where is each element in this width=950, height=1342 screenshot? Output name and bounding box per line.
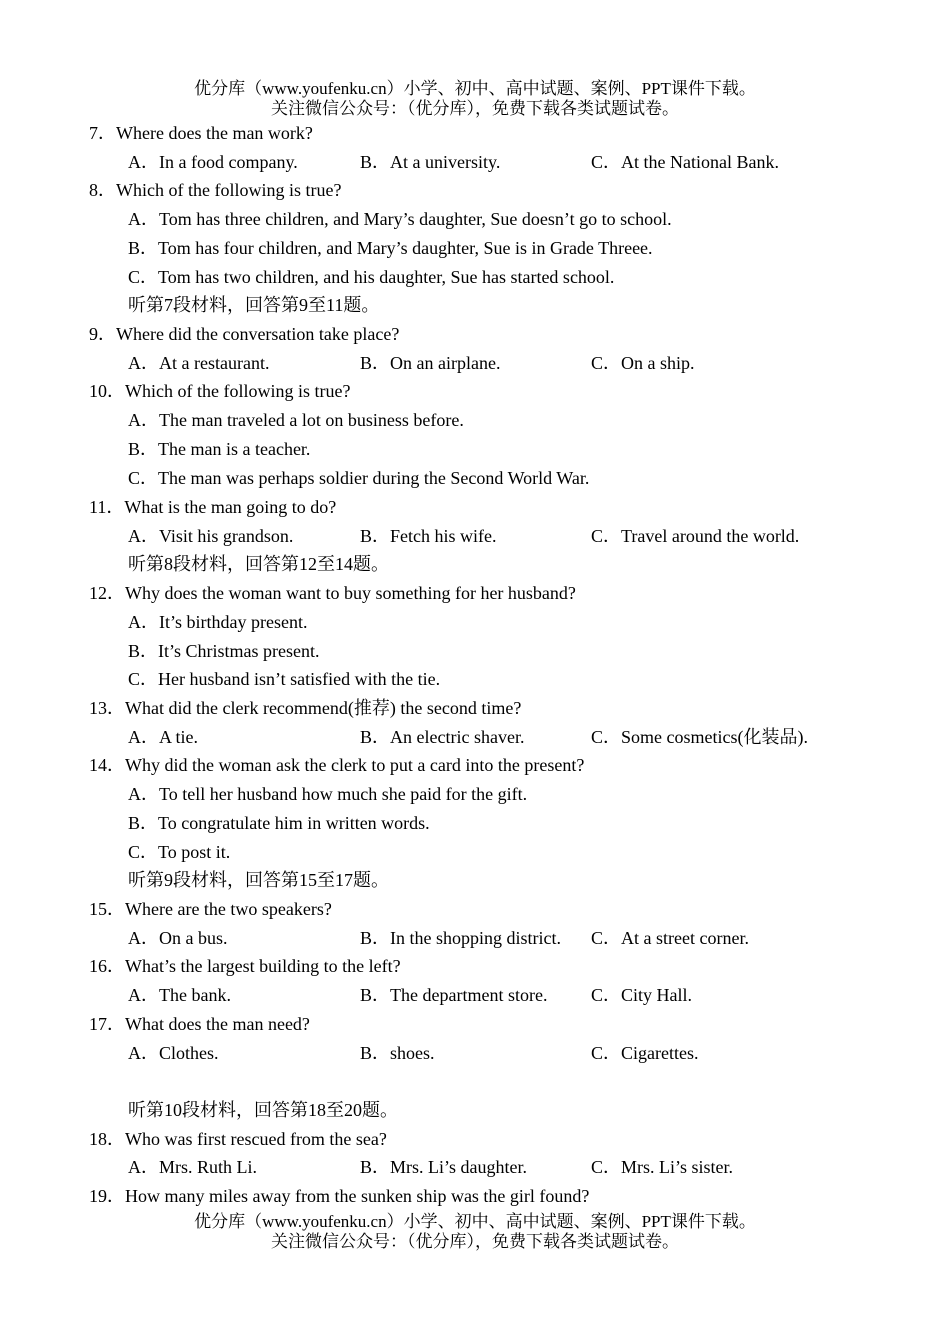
question-text: Which of the following is true? xyxy=(116,180,342,200)
option-c: C．At a street corner. xyxy=(591,928,749,948)
question-number: 12． xyxy=(89,583,125,603)
footer-line-1: 优分库（www.youfenku.cn）小学、初中、高中试题、案例、PPT课件下载。 xyxy=(194,1212,756,1231)
question-17 xyxy=(89,1013,310,1035)
question-text: How many miles away from the sunken ship was the girl found? xyxy=(125,1186,590,1206)
option-c: C．Her husband isn’t satisfied with the tie. xyxy=(128,669,441,689)
option-c: C．On a ship. xyxy=(591,353,695,373)
question-text: Who was first rescued from the sea? xyxy=(125,1129,387,1149)
question-text: What’s the largest building to the left? xyxy=(125,956,401,976)
option-a: A．At a restaurant. xyxy=(128,353,270,373)
question-18 xyxy=(89,1128,387,1150)
question-text: Where did the conversation take place? xyxy=(116,324,400,344)
page-header xyxy=(0,79,950,119)
option-b: B．An electric shaver. xyxy=(360,727,525,747)
option-b: B．It’s Christmas present. xyxy=(128,641,320,661)
question-number: 13． xyxy=(89,698,125,718)
option-c: C．Some cosmetics(化装品). xyxy=(591,727,808,747)
option-a: A．In a food company. xyxy=(128,152,298,172)
header-line-1: 优分库（www.youfenku.cn）小学、初中、高中试题、案例、PPT课件下载。 xyxy=(194,79,756,98)
question-12 xyxy=(89,582,576,604)
option-a: A．The bank. xyxy=(128,985,231,1005)
question-number: 10． xyxy=(89,381,125,401)
question-19 xyxy=(89,1185,589,1207)
question-text: What does the man need? xyxy=(125,1014,310,1034)
option-a: A．To tell her husband how much she paid for the gift. xyxy=(128,784,528,804)
question-number: 18． xyxy=(89,1129,125,1149)
question-14 xyxy=(89,754,584,776)
option-b: B．The department store. xyxy=(360,985,548,1005)
option-a: A．Tom has three children, and Mary’s daughter, Sue doesn’t go to school. xyxy=(128,209,672,229)
option-a: A．It’s birthday present. xyxy=(128,612,308,632)
option-b: B．The man is a teacher. xyxy=(128,439,311,459)
option-b: B．On an airplane. xyxy=(360,353,501,373)
option-a: A．On a bus. xyxy=(128,928,228,948)
question-number: 14． xyxy=(89,755,125,775)
question-number: 7． xyxy=(89,123,116,143)
question-9 xyxy=(89,323,399,345)
question-11 xyxy=(89,496,336,518)
option-b: B．To congratulate him in written words. xyxy=(128,813,430,833)
option-c: C．Cigarettes. xyxy=(591,1043,699,1063)
question-text: Which of the following is true? xyxy=(125,381,351,401)
question-text: Where are the two speakers? xyxy=(125,899,332,919)
header-line-2: 关注微信公众号：（优分库），免费下载各类试题试卷。 xyxy=(271,99,679,118)
question-text: Where does the man work? xyxy=(116,123,313,143)
question-15 xyxy=(89,898,332,920)
question-16 xyxy=(89,955,401,977)
question-10 xyxy=(89,380,350,402)
option-b: B．Mrs. Li’s daughter. xyxy=(360,1157,527,1177)
question-text: Why does the woman want to buy something for her husband? xyxy=(125,583,576,603)
option-a: A．Mrs. Ruth Li. xyxy=(128,1157,258,1177)
section-instruction: 听第7段材料，回答第9至11题。 xyxy=(128,295,380,315)
option-b: B．Fetch his wife. xyxy=(360,526,497,546)
section-instruction: 听第9段材料，回答第15至17题。 xyxy=(128,870,389,890)
option-b: B．Tom has four children, and Mary’s daughter, Sue is in Grade Threee. xyxy=(128,238,653,258)
option-a: A．Clothes. xyxy=(128,1043,219,1063)
section-instruction: 听第10段材料，回答第18至20题。 xyxy=(128,1100,398,1120)
question-number: 17． xyxy=(89,1014,125,1034)
question-13 xyxy=(89,697,521,719)
option-a: A．The man traveled a lot on business before. xyxy=(128,410,464,430)
option-c: C．To post it. xyxy=(128,842,231,862)
option-a: A．A tie. xyxy=(128,727,198,747)
question-number: 11． xyxy=(89,497,125,517)
option-b: B．In the shopping district. xyxy=(360,928,561,948)
option-a: A．Visit his grandson. xyxy=(128,526,294,546)
question-text: What did the clerk recommend(推荐) the second time? xyxy=(125,698,522,718)
question-7 xyxy=(89,122,313,144)
option-c: C．Tom has two children, and his daughter, Sue has started school. xyxy=(128,267,615,287)
option-c: C．At the National Bank. xyxy=(591,152,779,172)
option-c: C．Travel around the world. xyxy=(591,526,800,546)
footer-line-2: 关注微信公众号：（优分库），免费下载各类试题试卷。 xyxy=(271,1232,679,1251)
question-text: What is the man going to do? xyxy=(124,497,337,517)
question-number: 19． xyxy=(89,1186,125,1206)
page-footer xyxy=(0,1212,950,1252)
option-b: B．shoes. xyxy=(360,1043,435,1063)
question-number: 9． xyxy=(89,324,116,344)
option-c: C．The man was perhaps soldier during the Second World War. xyxy=(128,468,590,488)
question-text: Why did the woman ask the clerk to put a card into the present? xyxy=(125,755,585,775)
option-c: C．City Hall. xyxy=(591,985,693,1005)
question-number: 15． xyxy=(89,899,125,919)
question-number: 16． xyxy=(89,956,125,976)
option-b: B．At a university. xyxy=(360,152,501,172)
section-instruction: 听第8段材料，回答第12至14题。 xyxy=(128,554,389,574)
question-8 xyxy=(89,179,341,201)
question-number: 8． xyxy=(89,180,116,200)
option-c: C．Mrs. Li’s sister. xyxy=(591,1157,734,1177)
